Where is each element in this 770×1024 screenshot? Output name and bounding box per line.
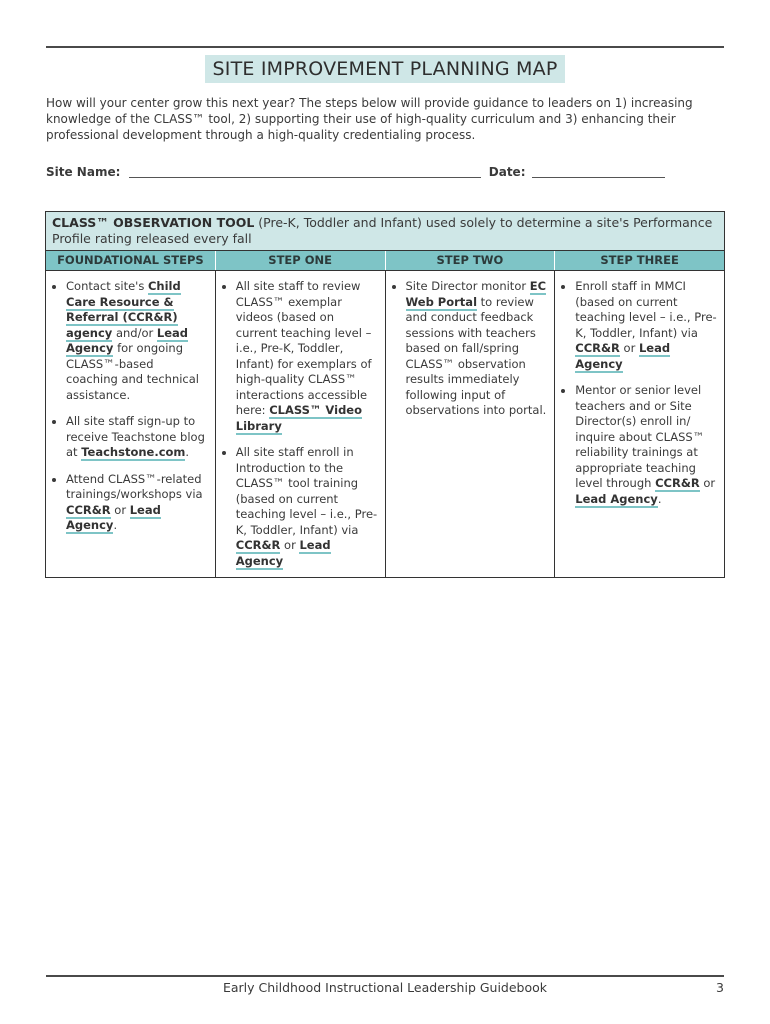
observation-tool-desc: (Pre-K, Toddler and Infant) used solely to determine a site's Performance Profile rating released every fall	[52, 215, 713, 246]
observation-tool-title: CLASS™ OBSERVATION TOOL	[52, 215, 255, 230]
top-rule	[46, 46, 724, 48]
list-item: • All site staff to review CLASS™ exemplar videos (based on current teaching level – i.e., Pre-K, Toddler, Infant) for exemplars of high-quality CLASS™ interactions accessible here: CLASS™ Video Library	[236, 279, 379, 434]
observation-tool-banner	[46, 212, 724, 251]
date-label: Date:	[488, 165, 526, 179]
teachstone-link[interactable]: Teachstone.com	[81, 445, 186, 459]
header-step-one: STEP ONE	[216, 251, 386, 270]
list-item: • Mentor or senior level teachers and or Site Director(s) enroll in/ inquire about CLASS™ reliability trainings at appropriate teaching level through CCR&R or Lead Agency.	[575, 383, 718, 507]
page-number: 3	[716, 980, 724, 995]
planning-table	[45, 211, 725, 578]
site-name-label: Site Name:	[46, 165, 121, 179]
bottom-rule	[46, 975, 724, 977]
title-wrap	[0, 55, 770, 83]
ccrr-link[interactable]: CCR&R	[655, 476, 700, 490]
intro-paragraph: How will your center grow this next year? The steps below will provide guidance to leaders on 1) increasing knowledge of the CLASS™ tool, 2) supporting their use of high-quality curriculum and 3) enhancing their professional development through a high-quality credentialing process.	[46, 96, 693, 142]
header-step-three: STEP THREE	[600, 253, 679, 267]
header-foundational-steps: FOUNDATIONAL STEPS	[46, 251, 216, 270]
lead-agency-link[interactable]: Lead Agency	[66, 502, 161, 532]
ccrr-link[interactable]: CCR&R	[235, 538, 281, 552]
ccrr-agency-link[interactable]: Child Care Resource & Referral (CCR&R) agency	[66, 279, 181, 340]
lead-agency-link[interactable]: Lead Agency	[575, 491, 658, 506]
ec-web-portal-link[interactable]: EC Web Portal	[405, 279, 547, 309]
table-header-row	[46, 251, 724, 271]
list-item: • All site staff sign-up to receive Teachstone blog at Teachstone.com.	[66, 414, 209, 461]
site-date-line	[46, 165, 726, 179]
header-step-two: STEP TWO	[386, 251, 556, 270]
ccrr-link[interactable]: CCR&R	[575, 341, 620, 355]
lead-agency-link[interactable]: Lead Agency	[575, 341, 671, 371]
list-item: • All site staff enroll in Introduction to the CLASS™ tool training (based on current teaching level – i.e., Pre-K, Toddler, Infant) via CCR&R or Lead Agency	[236, 445, 379, 569]
list-item: • Enroll staff in MMCI (based on current teaching level – i.e., Pre-K, Toddler, Infant) via CCR&R or Lead Agency	[575, 279, 718, 372]
list-item: • Attend CLASS™-related trainings/workshops via CCR&R or Lead Agency.	[66, 472, 209, 534]
ccrr-link[interactable]: CCR&R	[66, 502, 111, 517]
column-step-one	[216, 271, 386, 577]
column-step-three	[555, 271, 724, 577]
page-title: SITE IMPROVEMENT PLANNING MAP	[205, 55, 566, 83]
column-step-two	[386, 271, 556, 577]
column-foundational	[46, 271, 216, 577]
site-name-field[interactable]	[129, 165, 481, 178]
list-item: • Site Director monitor EC Web Portal to review and conduct feedback sessions with teachers based on fall/spring CLASS™ observation results immediately following input of observations into portal.	[406, 279, 549, 419]
class-video-library-link[interactable]: CLASS™ Video Library	[235, 403, 362, 433]
list-item: • Contact site's Child Care Resource & Referral (CCR&R) agency and/or Lead Agency for ongoing CLASS™-based coaching and technical assistance.	[66, 279, 209, 403]
lead-agency-link[interactable]: Lead Agency	[235, 538, 331, 568]
footer-title: Early Childhood Instructional Leadership Guidebook	[222, 980, 548, 995]
lead-agency-link[interactable]: Lead Agency	[66, 325, 189, 355]
table-body	[46, 271, 724, 577]
date-field[interactable]	[532, 165, 665, 178]
